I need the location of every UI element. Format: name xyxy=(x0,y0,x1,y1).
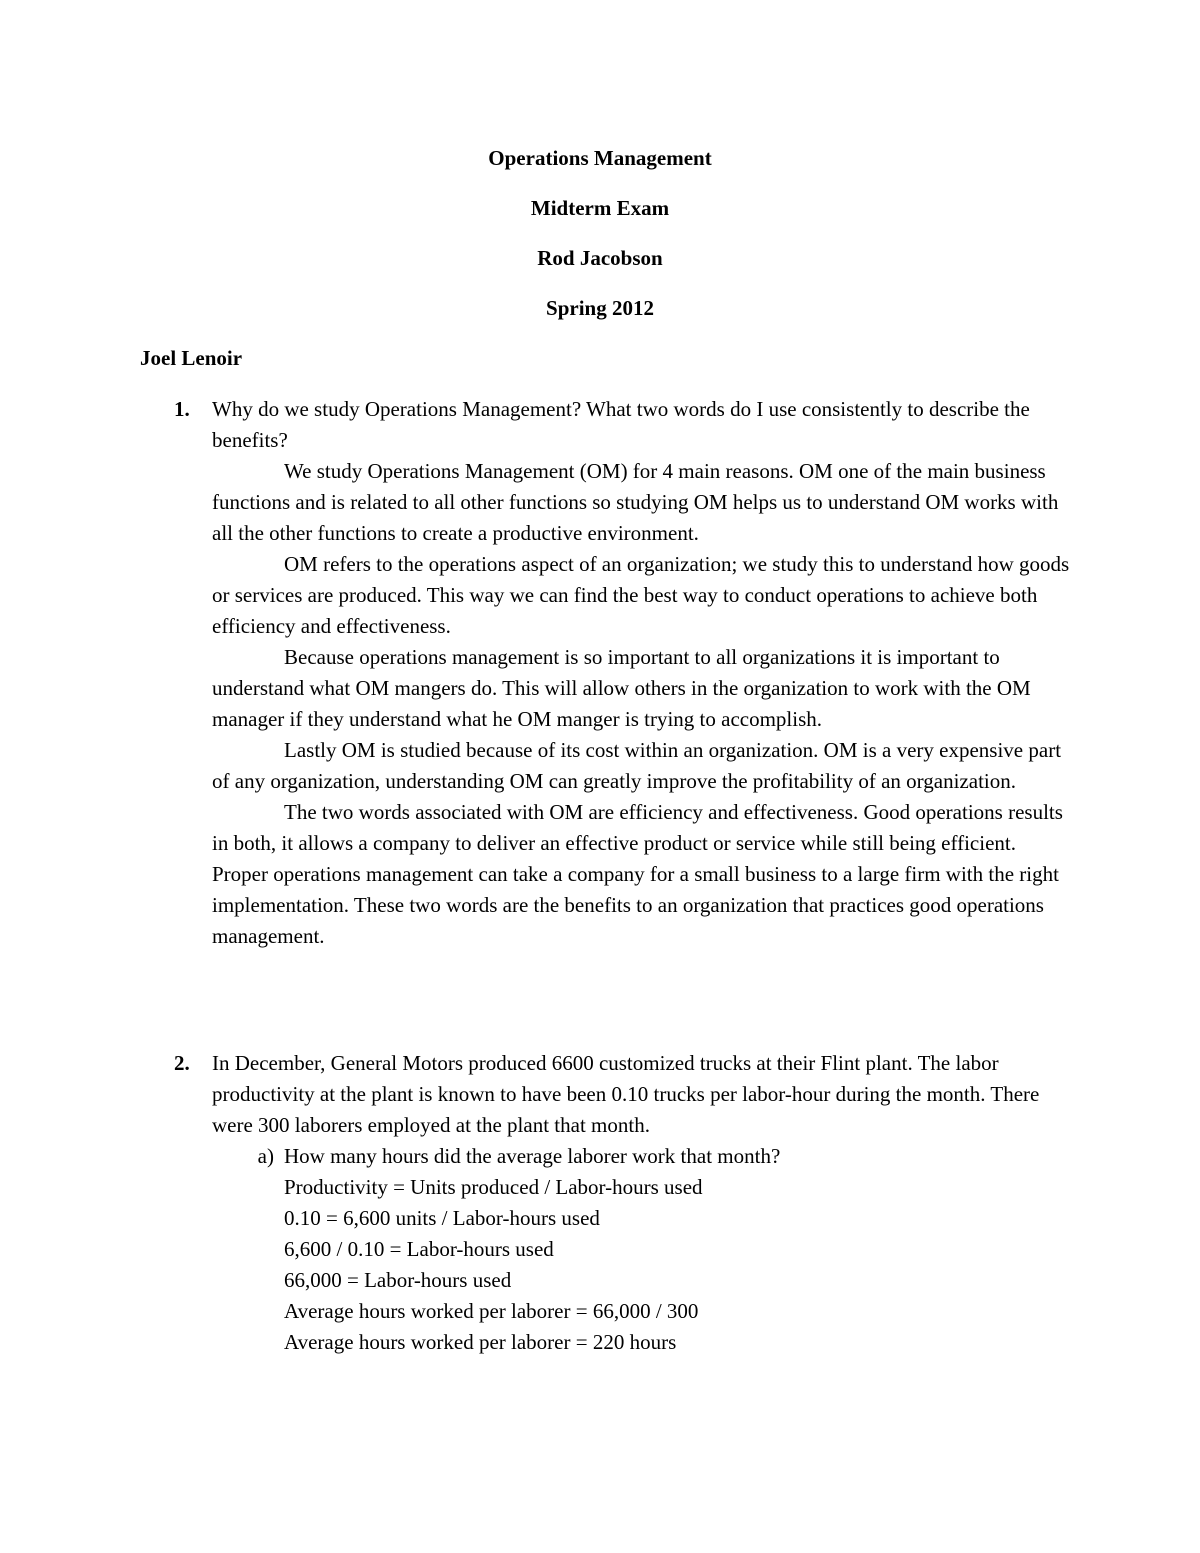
answer-paragraph: We study Operations Management (OM) for 4 main reasons. OM one of the main business functions and is related to all other functions so studying OM helps us to understand OM works with all the other functions to create a productive environment. xyxy=(212,459,1059,545)
instructor-name: Rod Jacobson xyxy=(537,246,663,270)
sub-question-a-text: How many hours did the average laborer work that month? xyxy=(284,1144,781,1168)
question-2-body xyxy=(212,1048,1070,1358)
sub-question-a-label: a) xyxy=(257,1144,274,1168)
answer-paragraph: The two words associated with OM are efficiency and effectiveness. Good operations results in both, it allows a company to deliver an effective product or service while still being efficient. Proper operations management can take a company for a small business to a large firm with the right implementation. These two words are the benefits to an organization that practices good operations management. xyxy=(212,800,1063,948)
question-1-text: Why do we study Operations Management? What two words do I use consistently to describe the benefits? xyxy=(212,397,1030,452)
calculation-line: Average hours worked per laborer = 66,000 / 300 xyxy=(284,1299,699,1323)
question-1-body xyxy=(212,394,1070,952)
sub-question-a xyxy=(257,1141,1070,1358)
question-2 xyxy=(140,1048,1070,1358)
question-1-number: 1. xyxy=(174,397,190,421)
calculation-line: 6,600 / 0.10 = Labor-hours used xyxy=(284,1237,554,1261)
calculation-line: 66,000 = Labor-hours used xyxy=(284,1268,512,1292)
answer-paragraph: Lastly OM is studied because of its cost within an organization. OM is a very expensive part of any organization, understanding OM can greatly improve the profitability of an organization. xyxy=(212,738,1062,793)
question-1 xyxy=(140,394,1070,952)
exam-title: Midterm Exam xyxy=(530,196,670,220)
course-title: Operations Management xyxy=(488,146,712,170)
calculation-line: 0.10 = 6,600 units / Labor-hours used xyxy=(284,1206,600,1230)
student-name: Joel Lenoir xyxy=(140,346,243,370)
answer-paragraph: Because operations management is so important to all organizations it is important to understand what OM mangers do. This will allow others in the organization to work with the OM manager if they understand what he OM manger is trying to accomplish. xyxy=(212,645,1031,731)
calculation-line: Productivity = Units produced / Labor-hours used xyxy=(284,1175,703,1199)
answer-paragraph: OM refers to the operations aspect of an organization; we study this to understand how goods or services are produced. This way we can find the best way to conduct operations to achieve both efficiency and effectiveness. xyxy=(212,552,1070,638)
question-2-number: 2. xyxy=(174,1051,190,1075)
term: Spring 2012 xyxy=(546,296,654,320)
question-2-text: In December, General Motors produced 6600 customized trucks at their Flint plant. The labor productivity at the plant is known to have been 0.10 trucks per labor-hour during the month. There were 300 laborers employed at the plant that month. xyxy=(212,1051,1040,1137)
calculation-line: Average hours worked per laborer = 220 hours xyxy=(284,1330,677,1354)
